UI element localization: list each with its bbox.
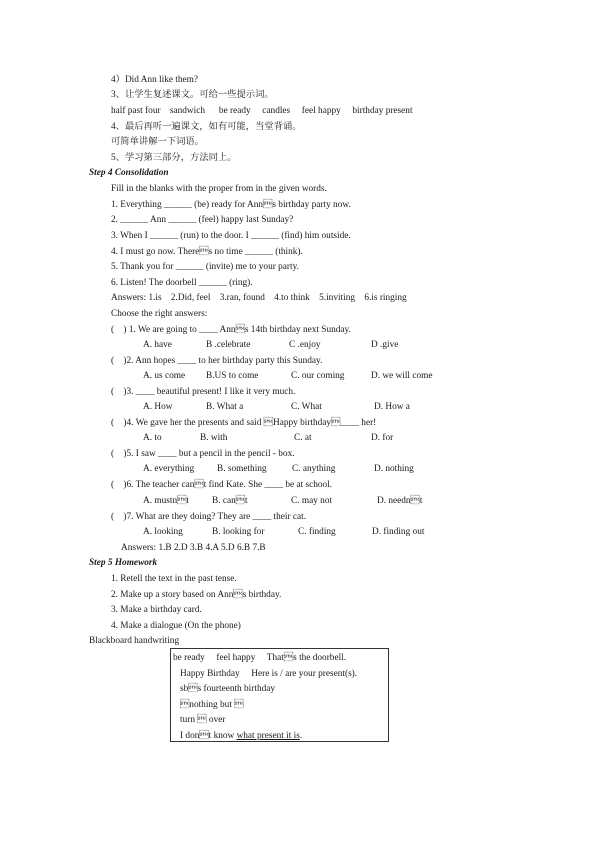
mc2-option-a: A. us come [143,371,186,381]
mc6-option-c: C. may not [291,496,333,506]
mc7-option-d: D. finding out [372,527,425,537]
instruction-4: 4、最后再听一遍课文，如有可能，当堂背诵。 [111,122,302,132]
mc4-option-b: B. with [200,433,228,443]
blank-2: 2. ______ Ann ______ (feel) happy last Sunday? [111,215,294,225]
question-4: 4）Did Ann like them? [111,75,199,85]
choose-instruction: Choose the right answers: [111,309,208,319]
homework-2: 2. Make up a story based on Anns birthday. [111,590,282,600]
mc3-option-b: B. What a [206,402,244,412]
blank-6: 6. Listen! The doorbell ______ (ring). [111,278,253,288]
homework-1: 1. Retell the text in the past tense. [111,574,237,584]
mc-question-1: ( ) 1. We are going to ____ Anns 14th birthday next Sunday. [111,325,351,335]
board-line-6-start: I dont know [180,731,237,741]
board-line-6-underlined: what present it is [236,731,300,741]
homework-3: 3. Make a birthday card. [111,605,202,615]
mc1-option-b: B .celebrate [206,340,251,350]
step5-heading: Step 5 Homework [89,558,158,568]
mc3-option-c: C. What [291,402,322,412]
mc-question-2: ( )2. Ann hopes ____ to her birthday party this Sunday. [111,356,323,366]
answers-fill: Answers: 1.is 2.Did, feel 3.ran, found 4.to think 5.inviting 6.is ringing [111,293,407,303]
board-line-3: sbs fourteenth birthday [180,684,276,694]
mc2-option-c: C. our coming [291,371,345,381]
instruction-note: 可简单讲解一下词语。 [111,137,204,147]
board-line-5: turn  over [180,715,226,725]
mc1-option-d: D .give [371,340,399,350]
mc4-option-c: C. at [294,433,312,443]
mc1-option-a: A. have [143,340,172,350]
hint-words: half past four sandwich be ready candles feel happy birthday present [111,106,413,116]
mc1-option-c: C .enjoy [289,340,321,350]
board-line-6 [180,731,302,742]
mc4-option-a: A. to [143,433,162,443]
instruction-3: 3、让学生复述课文。可给一些提示词。 [111,90,274,100]
blackboard-label: Blackboard handwriting [89,636,180,646]
step4-heading: Step 4 Consolidation [89,168,169,178]
blank-1: 1. Everything ______ (be) ready for Anns birthday party now. [111,200,351,210]
board-line-2: Happy Birthday Here is / are your present(s). [180,669,358,679]
mc6-option-d: D. neednt [377,496,423,506]
fill-instruction: Fill in the blanks with the proper from in the given words. [111,184,327,194]
mc5-option-b: B. something [217,464,267,474]
mc7-option-b: B. looking for [212,527,265,537]
mc2-option-d: D. we will come [371,371,433,381]
mc6-option-b: B. cant [212,496,248,506]
mc6-option-a: A. mustnt [143,496,189,506]
mc5-option-a: A. everything [143,464,195,474]
answers-choice: Answers: 1.B 2.D 3.B 4.A 5.D 6.B 7.B [121,543,266,553]
blank-4: 4. I must go now. Theres no time ______ (think). [111,247,303,257]
mc-question-4: ( )4. We gave her the presents and said Happy birthday____ her! [111,418,377,428]
mc7-option-a: A. looking [143,527,183,537]
board-line-6-end: . [299,731,303,741]
mc4-option-d: D. for [371,433,394,443]
mc2-option-b: B.US to come [206,371,259,381]
mc-question-6: ( )6. The teacher cant find Kate. She ____ be at school. [111,480,333,490]
board-line-1: be ready feel happy Thats the doorbell. [173,653,347,663]
blank-3: 3. When I ______ (run) to the door. I ______ (find) him outside. [111,231,351,241]
mc-question-5: ( )5. I saw ____ but a pencil in the pencil - box. [111,449,295,459]
mc3-option-a: A. How [143,402,173,412]
mc5-option-c: C. anything [292,464,336,474]
homework-4: 4. Make a dialogue (On the phone) [111,621,241,631]
instruction-5: 5、学习第三部分，方法同上。 [111,153,237,163]
mc-question-7: ( )7. What are they doing? They are ____ their cat. [111,512,307,522]
mc-question-3: ( )3. ____ beautiful present! I like it very much. [111,387,296,397]
mc5-option-d: D. nothing [374,464,414,474]
mc7-option-c: C. finding [298,527,336,537]
board-line-4: nothing but  [180,700,244,710]
blank-5: 5. Thank you for ______ (invite) me to your party. [111,262,299,272]
mc3-option-d: D. How a [374,402,410,412]
